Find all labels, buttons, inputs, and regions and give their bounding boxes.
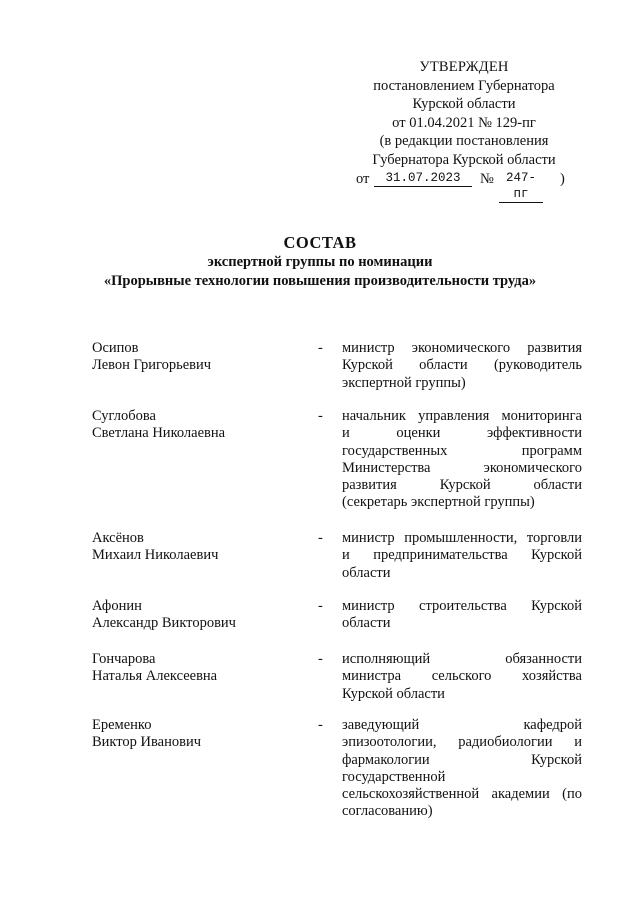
amendment-close-paren: ) bbox=[560, 170, 565, 187]
approval-line-5: Губернатора Курской области bbox=[372, 151, 556, 168]
amendment-date: 31.07.2023 bbox=[374, 170, 472, 187]
member-fullname bbox=[92, 598, 292, 633]
member-position-line: начальник управления мониторинга bbox=[342, 408, 582, 424]
member-position-line: эпизоотологии, радиобиологии и bbox=[342, 734, 582, 751]
member-position-line: Курской области bbox=[342, 685, 445, 702]
member-position-line: министр промышленности, торговли bbox=[342, 530, 582, 546]
member-given-name: Светлана Николаевна bbox=[92, 425, 226, 442]
member-dash: - bbox=[318, 408, 323, 424]
member-position-line: государственных программ bbox=[342, 442, 582, 459]
member-position-line: министра сельского хозяйства bbox=[342, 668, 582, 685]
member-position bbox=[342, 651, 582, 703]
member-dash: - bbox=[318, 717, 323, 733]
approval-line-2: Курской области bbox=[412, 96, 516, 113]
member-position bbox=[342, 598, 582, 633]
approval-block bbox=[344, 58, 584, 201]
member-surname: Суглобова bbox=[92, 408, 156, 424]
member-fullname bbox=[92, 340, 292, 375]
member-position-line: развития Курской области bbox=[342, 477, 582, 494]
member-surname: Афонин bbox=[92, 598, 142, 614]
member-position-line: экспертной группы) bbox=[342, 374, 466, 391]
approval-line-4: (в редакции постановления bbox=[379, 133, 549, 150]
member-surname: Гончарова bbox=[92, 651, 156, 667]
member-dash: - bbox=[318, 340, 323, 356]
member-given-name: Левон Григорьевич bbox=[92, 357, 212, 374]
member-position-line: сельскохозяйственной академии (по bbox=[342, 786, 582, 803]
member-dash: - bbox=[318, 598, 323, 614]
title-heading: СОСТАВ bbox=[283, 233, 357, 252]
member-dash: - bbox=[318, 651, 323, 667]
member-position bbox=[342, 717, 582, 821]
member-position-line: и оценки эффективности bbox=[342, 425, 582, 442]
amendment-number: 247-пг bbox=[499, 170, 543, 203]
member-surname: Аксёнов bbox=[92, 530, 144, 546]
member-position-line: фармакологии Курской bbox=[342, 751, 582, 768]
member-given-name: Александр Викторович bbox=[92, 615, 236, 632]
approval-line-3: от 01.04.2021 № 129-пг bbox=[392, 114, 536, 131]
amendment-number-label: № bbox=[480, 170, 494, 187]
title-line-2: экспертной группы по номинации bbox=[207, 254, 433, 270]
member-surname: Осипов bbox=[92, 340, 139, 356]
amendment-from-label: от bbox=[356, 170, 370, 187]
member-fullname bbox=[92, 717, 292, 752]
member-dash: - bbox=[318, 530, 323, 546]
member-position bbox=[342, 340, 582, 392]
member-surname: Еременко bbox=[92, 717, 152, 733]
member-position-line: области bbox=[342, 615, 391, 632]
member-fullname bbox=[92, 530, 292, 565]
amendment-line bbox=[344, 170, 584, 201]
member-position-line: согласованию) bbox=[342, 803, 433, 820]
member-fullname bbox=[92, 651, 292, 686]
member-position-line: заведующий кафедрой bbox=[342, 717, 582, 733]
member-given-name: Виктор Иванович bbox=[92, 734, 202, 751]
member-position-line: области bbox=[342, 564, 391, 581]
document-title bbox=[0, 233, 640, 290]
approval-status: УТВЕРЖДЕН bbox=[419, 59, 509, 75]
member-given-name: Михаил Николаевич bbox=[92, 547, 219, 564]
member-position-line: государственной bbox=[342, 768, 446, 785]
member-position bbox=[342, 530, 582, 582]
member-position-line: Министерства экономического bbox=[342, 459, 582, 476]
member-position-line: министр строительства Курской bbox=[342, 598, 582, 614]
member-position-line: министр экономического развития bbox=[342, 340, 582, 356]
member-position-line: исполняющий обязанности bbox=[342, 651, 582, 667]
title-line-3: «Прорывные технологии повышения производительности труда» bbox=[103, 272, 537, 289]
member-position-line: (секретарь экспертной группы) bbox=[342, 494, 535, 511]
member-given-name: Наталья Алексеевна bbox=[92, 668, 218, 685]
member-position-line: Курской области (руководитель bbox=[342, 357, 582, 374]
approval-line-1: постановлением Губернатора bbox=[373, 77, 555, 94]
member-fullname bbox=[92, 408, 292, 443]
member-position-line: и предпринимательства Курской bbox=[342, 547, 582, 564]
member-position bbox=[342, 408, 582, 512]
